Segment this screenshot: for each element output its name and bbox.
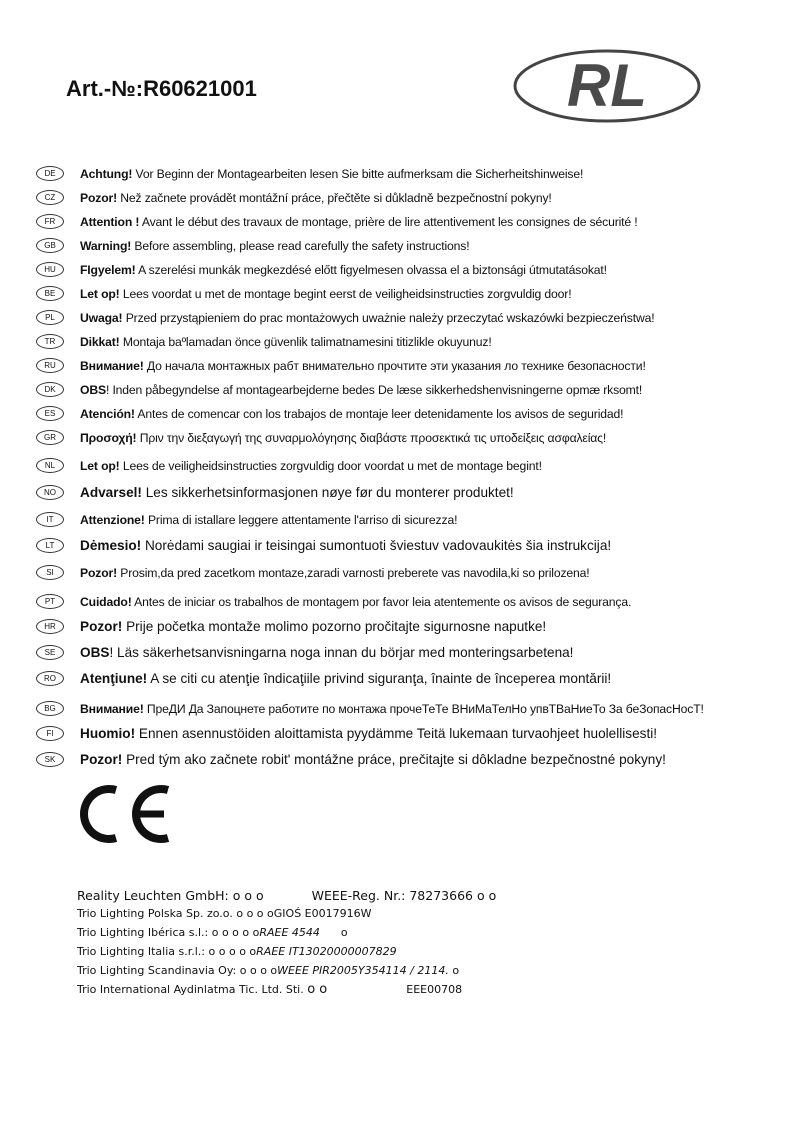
country-badge: BG <box>36 701 64 716</box>
country-badge: GR <box>36 430 64 445</box>
company-line-italia <box>77 945 397 958</box>
company-name: Trio Lighting Italia s.r.l.: <box>77 945 206 958</box>
warning-text: Cuidado! Antes de iniciar os trabalhos de montagem por favor leia atentemente os avisos de segurança. <box>80 594 632 609</box>
warning-row-gb <box>36 238 469 253</box>
warning-text: Atención! Antes de comencar con los trabajos de montaje leer detenidamente los avisos de seguridad! <box>80 406 624 421</box>
country-badge: HR <box>36 619 64 634</box>
company-name: Trio Lighting Ibérica s.l.: <box>77 926 209 939</box>
warning-row-sk <box>36 752 666 767</box>
country-badge: GB <box>36 238 64 253</box>
country-badge: PT <box>36 594 64 609</box>
warning-text: Внимание! ПреДИ Да Запоцнете работите по монтажа прочеТеТе ВНиМаТелНо упвТВаНиеТо За беЗопасНосТ! <box>80 701 704 716</box>
country-badge: PL <box>36 310 64 325</box>
warning-text: Pozor! Než začnete provádět montážní práce, přečtěte si důkladně bezpečnostní pokyny! <box>80 190 552 205</box>
country-badge: DK <box>36 382 64 397</box>
country-badge: HU <box>36 262 64 277</box>
ce-mark <box>74 782 174 846</box>
warning-row-si <box>36 565 590 580</box>
warning-text: Внимание! До начала монтажных рабт внимательно прочтите эти указания ло технике безопасности! <box>80 358 646 373</box>
warning-row-nl <box>36 458 542 473</box>
company-tail: o <box>340 926 348 939</box>
warning-text: Pozor! Pred tým ako začnete robit' montážne práce, prečitajte si dôkladne bezpečnostné pokyny! <box>80 752 666 767</box>
weee-reg: WEEE-Reg. Nr.: 78273666 <box>311 888 473 903</box>
warning-text: Let op! Lees voordat u met de montage begint eerst de veiligheidsinstructies zorgvuldig door! <box>80 286 572 301</box>
weee-reg: RAEE 4544 <box>259 926 320 939</box>
rl-logo <box>512 48 702 124</box>
country-badge: CZ <box>36 190 64 205</box>
warning-row-be <box>36 286 571 301</box>
warning-row-no <box>36 485 514 500</box>
company-marks: o o o o o <box>211 926 260 939</box>
warning-text: OBS! Läs säkerhetsanvisningarna noga innan du börjar med monteringsarbetena! <box>80 645 574 660</box>
warning-text: Pozor! Prosim,da pred zacetkom montaze,zaradi varnosti preberete vas navodila,ki so prilozena! <box>80 565 590 580</box>
warning-row-hr <box>36 619 546 634</box>
company-marks: o o o o <box>239 964 278 977</box>
company-name: Reality Leuchten GmbH: <box>77 888 229 903</box>
company-marks: o o o <box>232 888 264 903</box>
warning-row-lt <box>36 538 611 553</box>
warning-row-it <box>36 512 457 527</box>
warning-text: Huomio! Ennen asennustöiden aloittamista pyydämme Teitä lukemaan turvaohjeet huolellisesti! <box>80 726 658 741</box>
warning-row-de <box>36 166 583 181</box>
warning-row-dk <box>36 382 642 397</box>
article-number: Art.-№:R60621001 <box>66 76 257 101</box>
country-badge: FR <box>36 214 64 229</box>
company-tail: o <box>452 964 460 977</box>
warning-text: Atenţiune! A se citi cu atenţie îndicaţiile privind siguranţa, înainte de începerea montării! <box>80 671 612 686</box>
warning-row-pt <box>36 594 631 609</box>
warning-row-tr <box>36 334 492 349</box>
weee-reg: EEE00708 <box>406 983 463 996</box>
country-badge: RO <box>36 671 64 686</box>
company-marks: o o o o <box>236 907 274 920</box>
warning-text: Achtung! Vor Beginn der Montagearbeiten lesen Sie bitte aufmerksam die Sicherheitshinweise! <box>80 166 584 181</box>
warning-row-hu <box>36 262 607 277</box>
company-name: Trio International Aydinlatma Tic. Ltd. Sti. <box>77 983 304 996</box>
warning-row-fr <box>36 214 638 229</box>
country-badge: SE <box>36 645 64 660</box>
warning-text: Dikkat! Montaja baºlamadan önce güvenlik talimatnamesini titizlikle okuyunuz! <box>80 334 492 349</box>
warning-text: Let op! Lees de veiligheidsinstructies zorgvuldig door voordat u met de montage begint! <box>80 458 542 473</box>
warning-text: Προσοχή! Πριν την διεξαγωγή της συναρμολόγησης διαβάστε προσεκτικά τις υποδείξεις ασφαλείας! <box>80 430 607 445</box>
warning-row-se <box>36 645 573 660</box>
warning-row-es <box>36 406 623 421</box>
warning-text: Pozor! Prije početka montaže molimo pozorno pročitajte sigurnosne naputke! <box>80 619 547 634</box>
warning-row-gr <box>36 430 606 445</box>
country-badge: SK <box>36 752 64 767</box>
country-badge: FI <box>36 726 64 741</box>
company-line-scandinavia <box>77 964 459 977</box>
country-badge: BE <box>36 286 64 301</box>
warning-row-cz <box>36 190 552 205</box>
warning-text: Dėmesio! Norėdami saugiai ir teisingai sumontuoti šviestuv vadovaukitės šia instrukcija! <box>80 538 612 553</box>
company-line-polska <box>77 907 372 920</box>
country-badge: ES <box>36 406 64 421</box>
country-badge: SI <box>36 565 64 580</box>
company-line-aydinlatma <box>77 982 462 997</box>
company-tail: o o <box>476 888 497 903</box>
warning-text: Attenzione! Prima di istallare leggere attentamente l'arriso di sicurezza! <box>80 512 458 527</box>
company-marks: o o <box>307 982 328 997</box>
warning-row-ru <box>36 358 646 373</box>
warning-text: Attention ! Avant le début des travaux de montage, prière de lire attentivement les consignes de sécurité ! <box>80 214 638 229</box>
country-badge: NO <box>36 485 64 500</box>
logo-text: RL <box>567 52 647 119</box>
warning-row-bg <box>36 701 704 716</box>
company-name: Trio Lighting Scandinavia Oy: <box>77 964 237 977</box>
country-badge: RU <box>36 358 64 373</box>
country-badge: NL <box>36 458 64 473</box>
warning-text: Uwaga! Przed przystąpieniem do prac montażowych uważnie należy przeczytać wskazówki bezpieczeństwa! <box>80 310 655 325</box>
warning-text: FIgyelem! A szerelési munkák megkezdésé előtt figyelmesen olvassa el a biztonsági útmutatásokat! <box>80 262 607 277</box>
country-badge: LT <box>36 538 64 553</box>
country-badge: IT <box>36 512 64 527</box>
country-badge: DE <box>36 166 64 181</box>
warning-row-ro <box>36 671 611 686</box>
warning-text: Advarsel! Les sikkerhetsinformasjonen nøye før du monterer produktet! <box>80 485 514 500</box>
warning-text: Warning! Before assembling, please read carefully the safety instructions! <box>80 238 470 253</box>
warning-row-pl <box>36 310 654 325</box>
country-badge: TR <box>36 334 64 349</box>
weee-reg: RAEE IT13020000007829 <box>256 945 397 958</box>
warning-text: OBS! Inden påbegyndelse af montagearbejderne bedes De læse sikkerhedshenvisningerne opmæ rksomt! <box>80 382 643 397</box>
weee-reg: GIOŚ E0017916W <box>273 907 372 920</box>
company-line-reality <box>77 888 496 903</box>
company-line-iberica <box>77 926 348 939</box>
company-name: Trio Lighting Polska Sp. zo.o. <box>77 907 233 920</box>
warning-row-fi <box>36 726 657 741</box>
weee-reg: WEEE PIR2005Y354114 / 2114. <box>277 964 449 977</box>
company-marks: o o o o o <box>208 945 257 958</box>
